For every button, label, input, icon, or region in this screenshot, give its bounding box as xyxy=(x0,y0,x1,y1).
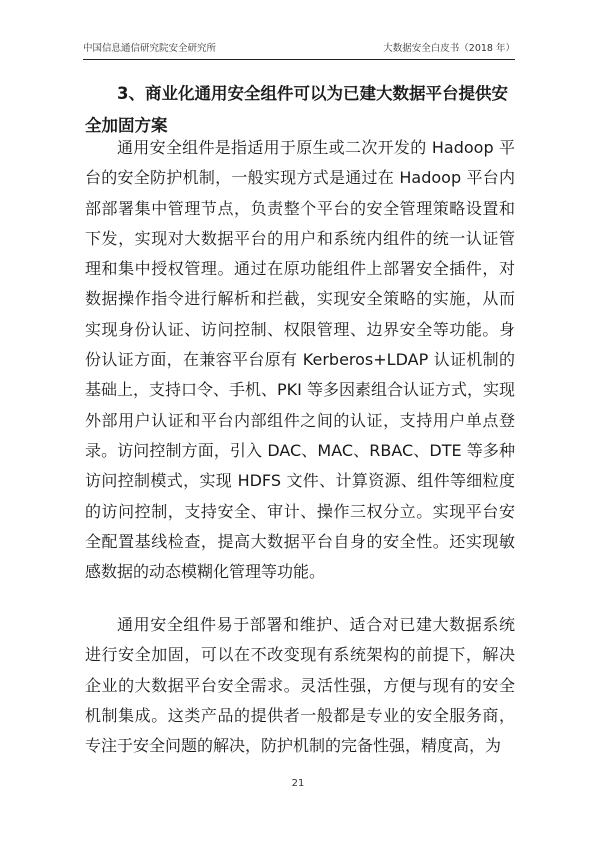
section-heading: 3、商业化通用安全组件可以为已建大数据平台提供安全加固方案 xyxy=(85,84,508,135)
header-doc-title: 大数据安全白皮书（2018 年） xyxy=(383,43,515,54)
body-paragraph-2: 通用安全组件易于部署和维护、适合对已建大数据系统进行安全加固，可以在不改变现有系统架构的前提下，解决企业的大数据平台安全需求。灵活性强，方便与现有的安全机制集成。这类产品的提供者一般都是专业的安全服务商，专注于安全问题的解决，防护机制的完备性强，精度高，为 xyxy=(85,615,515,756)
header-divider xyxy=(83,59,515,60)
header-org-name: 中国信息通信研究院安全研究所 xyxy=(83,43,217,54)
running-header xyxy=(83,42,515,56)
page-number: 21 xyxy=(291,778,305,789)
body-paragraph-1: 通用安全组件是指适用于原生或二次开发的 Hadoop 平台的安全防护机制，一般实现方式是通过在 Hadoop 平台内部部署集中管理节点，负责整个平台的安全管理策略设置和下发，实现对大数据平台的用户和系统内组件的统一认证管理和集中授权管理。通过在原功能组件上部署安全插件，对数据操作指令进行解析和拦截，实现安全策略的实施，从而实现身份认证、访问控制、权限管理、边界安全等功能。身份认证方面，在兼容平台原有 Kerberos+LDAP 认证机制的基础上，支持口令、手机、PKI 等多因素组合认证方式，实现外部用户认证和平台内部组件之间的认证，支持用户单点登录。访问控制方面，引入 DAC、MAC、RBAC、DTE 等多种访问控制模式，实现 HDFS 文件、计算资源、组件等细粒度的访问控制，支持安全、审计、操作三权分立。实现平台安全配置基线检查，提高大数据平台自身的安全性。还实现敏感数据的动态模糊化管理等功能。 xyxy=(85,138,515,582)
